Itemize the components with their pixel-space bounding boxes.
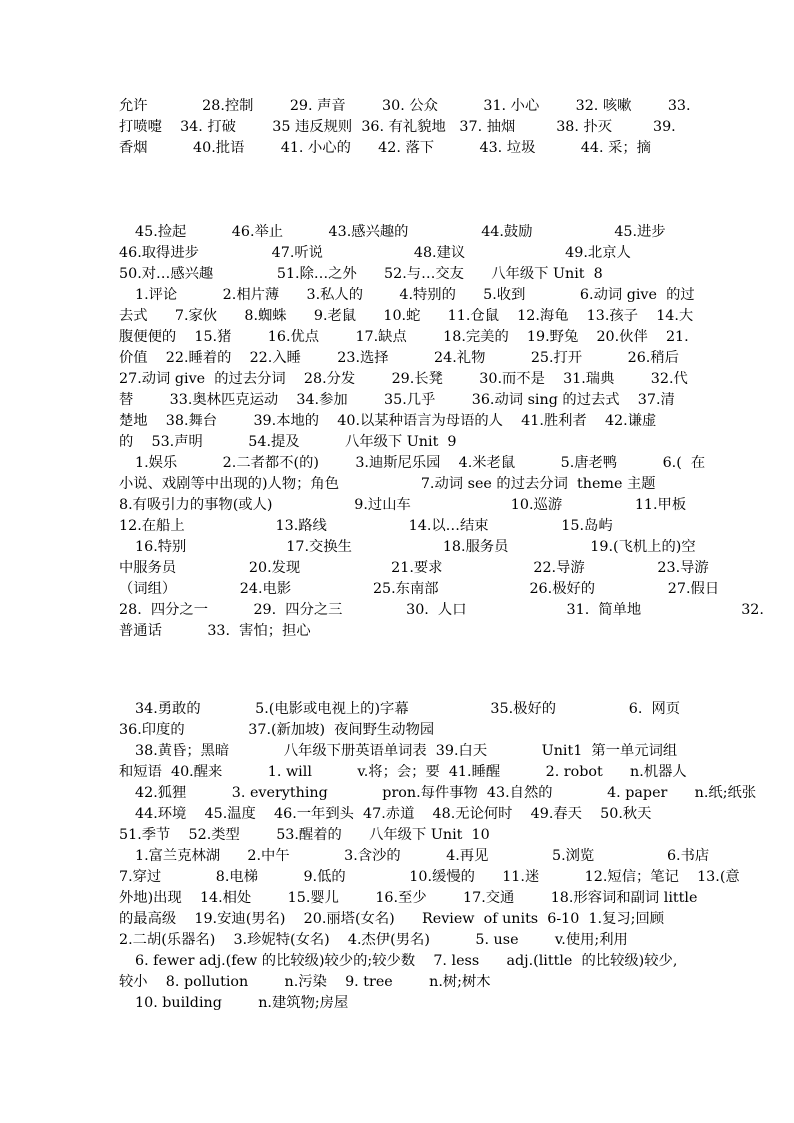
- text-line: 27.动词 give 的过去分词 28.分发 29.长凳 30.而不是 31.瑞典 32.代: [119, 371, 688, 387]
- text-line: 楚地 38.舞台 39.本地的 40.以某种语言为母语的人 41.胜利者 42.谦虚: [119, 413, 657, 429]
- text-line: 2.二胡(乐器名) 3.珍妮特(女名) 4.杰伊(男名) 5. use v.使用;利用: [119, 932, 628, 948]
- text-line: 16.特别 17.交换生 18.服务员 19.(飞机上的)空: [135, 539, 696, 555]
- text-line: 小说、戏剧等中出现的)人物；角色 7.动词 see 的过去分词 theme 主题: [119, 476, 656, 492]
- text-line: 45.捡起 46.举止 43.感兴趣的 44.鼓励 45.进步: [135, 224, 666, 240]
- text-line: 较小 8. pollution n.污染 9. tree n.树;树木: [119, 974, 491, 990]
- text-line: 的最高级 19.安迪(男名) 20.丽塔(女名) Review of units 6-10 1.复习;回顾: [119, 911, 665, 927]
- text-line: 的 53.声明 54.提及 八年级下 Unit 9: [119, 434, 457, 450]
- text-line: 6. fewer adj.(few 的比较级)较少的;较少数 7. less adj.(little 的比较级)较少,: [135, 953, 678, 969]
- text-line: 46.取得进步 47.听说 48.建议 49.北京人: [119, 245, 631, 261]
- text-line: 7.穿过 8.电梯 9.低的 10.缓慢的 11.迷 12.短信；笔记 13.(意: [119, 869, 740, 885]
- text-line: 普通话 33. 害怕；担心: [119, 623, 311, 639]
- text-line: （词组） 24.电影 25.东南部 26.极好的 27.假日: [119, 581, 720, 597]
- text-line: 44.环境 45.温度 46.一年到头 47.赤道 48.无论何时 49.春天 50.秋天: [135, 806, 652, 822]
- text-line: 中服务员 20.发现 21.要求 22.导游 23.导游: [119, 560, 709, 576]
- text-line: 36.印度的 37.(新加坡) 夜间野生动物园: [119, 722, 435, 738]
- text-line: 允许 28.控制 29. 声音 30. 公众 31. 小心 32. 咳嗽 33.: [119, 98, 691, 114]
- text-line: 替 33.奥林匹克运动 34.参加 35.几乎 36.动词 sing 的过去式 37.清: [119, 392, 675, 408]
- text-line: 12.在船上 13.路线 14.以…结束 15.岛屿: [119, 518, 613, 534]
- text-line: 1.娱乐 2.二者都不(的) 3.迪斯尼乐园 4.米老鼠 5.唐老鸭 6.( 在: [135, 455, 706, 471]
- text-line: 10. building n.建筑物;房屋: [135, 995, 349, 1011]
- text-line: 28. 四分之一 29. 四分之三 30. 人口 31. 简单地 32.: [119, 602, 764, 618]
- text-line: 34.勇敢的 5.(电影或电视上的)字幕 35.极好的 6. 网页: [135, 701, 681, 717]
- text-line: 价值 22.睡着的 22.入睡 23.选择 24.礼物 25.打开 26.稍后: [119, 350, 679, 366]
- text-line: 外地)出现 14.相处 15.婴儿 16.至少 17.交通 18.形容词和副词 little: [119, 890, 698, 906]
- text-line: 8.有吸引力的事物(或人) 9.过山车 10.巡游 11.甲板: [119, 497, 687, 513]
- text-line: 香烟 40.批语 41. 小心的 42. 落下 43. 垃圾 44. 采；摘: [119, 140, 651, 156]
- text-line: 去式 7.家伙 8.蜘蛛 9.老鼠 10.蛇 11.仓鼠 12.海龟 13.孩子 14.大: [119, 308, 694, 324]
- text-line: 1.评论 2.相片薄 3.私人的 4.特别的 5.收到 6.动词 give 的过: [135, 287, 695, 303]
- text-line: 50.对…感兴趣 51.除…之外 52.与…交友 八年级下 Unit 8: [119, 266, 603, 282]
- text-line: 打喷嚏 34. 打破 35 违反规则 36. 有礼貌地 37. 抽烟 38. 扑灭 39.: [119, 119, 676, 135]
- text-line: 和短语 40.醒来 1. will v.将；会；要 41.睡醒 2. robot n.机器人: [119, 764, 687, 780]
- text-line: 42.狐狸 3. everything pron.每件事物 43.自然的 4. paper n.纸;纸张: [135, 785, 757, 801]
- text-line: 1.富兰克林湖 2.中午 3.含沙的 4.再见 5.浏览 6.书店: [135, 848, 710, 864]
- text-line: 51.季节 52.类型 53.醒着的 八年级下 Unit 10: [119, 827, 490, 843]
- text-line: 腹便便的 15.猪 16.优点 17.缺点 18.完美的 19.野兔 20.伙伴 21.: [119, 329, 689, 345]
- text-line: 38.黄昏；黑暗 八年级下册英语单词表 39.白天 Unit1 第一单元词组: [135, 743, 678, 759]
